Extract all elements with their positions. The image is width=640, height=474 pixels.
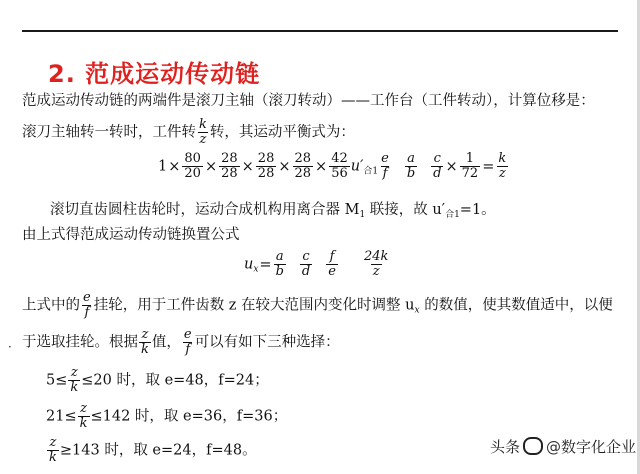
choice-2: 21≤ $\frac{z}{k}$ ≤142 时，取 e=36，f=36； — [46, 401, 288, 431]
paragraph-5: 上式中的 $\frac{e}{f}$ 挂轮，用于工件齿数 z 在较大范围内变化时调整 $u_x$ 的数值，使其数值适中，以便 — [22, 290, 613, 320]
paragraph-2: 滚刀主轴转一转时，工件转 $\frac{k}{z}$ 转，其运动平衡式为： — [22, 117, 355, 147]
choice-3: $\frac{z}{k}$ ≥143 时，取 e=24，f=48。 — [49, 435, 257, 465]
balance-equation: 1× $\frac{80}{20}$ × $\frac{28}{28}$ × $\frac{28}{28}$ × $\frac{28}{28}$ × $\frac{42}{56}$ $u'_{合1}$ $\frac{e}{f}$ $\frac{a}{b}$ $\frac{c}{d}$ × $\frac{1}{72}$ = $\frac{k}{z}$ — [158, 151, 507, 181]
choice-1: 5≤ $\frac{z}{k}$ ≤20 时，取 e=48，f=24； — [46, 365, 269, 395]
paragraph-4: 由上式得范成运动传动链换置公式 — [22, 227, 240, 243]
watermark-logo-icon — [523, 437, 543, 455]
margin-mark: · — [8, 340, 12, 354]
watermark: 头条 @数字化企业 — [490, 438, 637, 456]
change-gear-formula: $u_x=$ $\frac{a}{b}$ $\frac{c}{d}$ $\frac{f}{e}$ $\frac{24k}{z}$ — [244, 249, 389, 279]
top-rule — [22, 30, 618, 32]
paragraph-3: 滚切直齿圆柱齿轮时，运动合成机构用离合器 $M_1$ 联接，故 $u'_{合1}=1$。 — [50, 202, 496, 220]
paragraph-6: 于选取挂轮。根据 $\frac{z}{k}$ 值， $\frac{e}{f}$ 可以有如下三种选择： — [22, 327, 340, 357]
paragraph-1: 范成运动传动链的两端件是滚刀主轴（滚刀转动）——工作台（工件转动），计算位移是： — [22, 93, 595, 109]
fraction-k-z: $\frac{k}{z}$ — [199, 117, 207, 147]
section-heading: 2. 范成运动传动链 — [48, 60, 261, 88]
